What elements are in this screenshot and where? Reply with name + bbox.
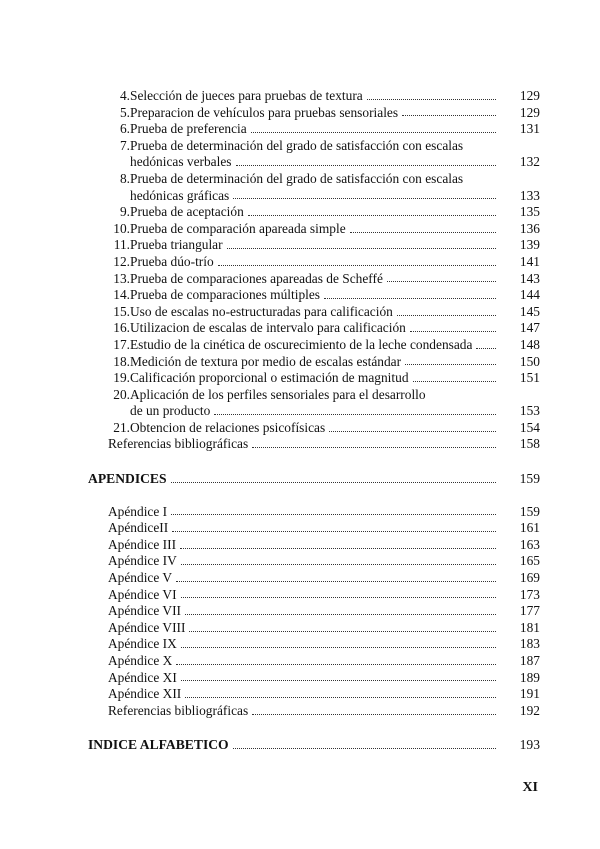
entry-number: 10. xyxy=(113,220,130,236)
entry-title: Apéndice IX xyxy=(108,636,177,652)
toc-appendix-entry[interactable] xyxy=(88,620,540,637)
leader-dots xyxy=(185,697,496,698)
toc-entry-continuation[interactable] xyxy=(88,154,540,171)
leader-dots xyxy=(405,364,496,365)
toc-appendix-entry[interactable] xyxy=(88,703,540,720)
entry-title: Prueba triangular xyxy=(130,237,223,253)
entry-title: Apéndice X xyxy=(108,653,173,668)
leader-dots xyxy=(367,99,496,100)
leader-dots xyxy=(233,198,496,199)
toc-entry[interactable] xyxy=(88,221,540,238)
leader-dots xyxy=(181,647,496,648)
toc-entry[interactable] xyxy=(88,88,540,105)
entry-page: 131 xyxy=(519,121,540,137)
entry-number: 9. xyxy=(119,204,130,220)
entry-page: 192 xyxy=(519,702,540,718)
entry-page: 189 xyxy=(519,669,540,685)
entry-page: 187 xyxy=(519,653,540,668)
leader-dots xyxy=(387,281,496,282)
toc-entry[interactable] xyxy=(88,138,540,155)
entry-title: Apéndice XII xyxy=(108,686,182,702)
entry-title-cont: de un producto xyxy=(130,403,211,419)
entry-page: 147 xyxy=(519,320,540,336)
table-of-contents xyxy=(88,88,540,754)
toc-appendix-entry[interactable] xyxy=(88,504,540,521)
entry-page: 165 xyxy=(519,553,540,569)
entry-title: Apéndice XI xyxy=(108,669,177,685)
entry-title: Apéndice V xyxy=(108,570,173,586)
entry-title: Prueba de preferencia xyxy=(130,121,247,137)
entry-page: 169 xyxy=(519,570,540,586)
entry-title: Medición de textura por medio de escalas estándar xyxy=(130,353,402,369)
entry-title: Calificación proporcional o estimación de magnitud xyxy=(130,370,409,386)
entry-number: 14. xyxy=(113,287,130,303)
entry-title: Referencias bibliográficas xyxy=(108,702,249,718)
entry-number: 19. xyxy=(113,370,130,386)
entry-page: 136 xyxy=(519,220,540,236)
entry-title: Aplicación de los perfiles sensoriales para el desarrollo xyxy=(130,386,426,402)
leader-dots xyxy=(189,631,496,632)
entry-page: 183 xyxy=(519,636,540,652)
entry-title: ApéndiceII xyxy=(108,520,169,536)
leader-dots xyxy=(252,447,496,448)
entry-page: 158 xyxy=(519,436,540,452)
toc-entry[interactable] xyxy=(88,105,540,122)
entry-number: 4. xyxy=(119,88,130,103)
toc-appendix-entry[interactable] xyxy=(88,553,540,570)
toc-entry-continuation[interactable] xyxy=(88,403,540,420)
entry-number: 15. xyxy=(113,303,130,319)
entry-title: Prueba de comparación apareada simple xyxy=(130,220,346,236)
leader-dots xyxy=(227,248,496,249)
entry-title: Prueba de comparaciones apareadas de Scheffé xyxy=(130,270,383,286)
entry-page: 133 xyxy=(519,187,540,203)
toc-entry[interactable] xyxy=(88,121,540,138)
toc-appendix-entry[interactable] xyxy=(88,636,540,653)
heading-page: 193 xyxy=(519,737,540,753)
leader-dots xyxy=(172,531,496,532)
entry-page: 145 xyxy=(519,303,540,319)
leader-dots xyxy=(214,414,496,415)
leader-dots xyxy=(218,265,496,266)
entry-page: 153 xyxy=(519,403,540,419)
toc-heading-indice[interactable] xyxy=(88,737,540,754)
leader-dots xyxy=(236,165,496,166)
leader-dots xyxy=(171,482,496,483)
leader-dots xyxy=(413,381,496,382)
toc-entry[interactable] xyxy=(88,387,540,404)
toc-entry[interactable] xyxy=(88,370,540,387)
entry-number: 8. xyxy=(119,170,130,186)
entry-page: 191 xyxy=(519,686,540,702)
leader-dots xyxy=(233,748,496,749)
leader-dots xyxy=(329,431,496,432)
toc-entry[interactable] xyxy=(88,287,540,304)
entry-title: Prueba de aceptación xyxy=(130,204,244,220)
entry-page: 151 xyxy=(519,370,540,386)
entry-page: 161 xyxy=(519,520,540,536)
toc-appendix-entry[interactable] xyxy=(88,653,540,670)
heading-title: INDICE ALFABETICO xyxy=(88,737,229,753)
entry-title: Prueba de determinación del grado de satisfacción con escalas xyxy=(130,170,464,186)
toc-entry[interactable] xyxy=(88,304,540,321)
entry-title: Prueba de comparaciones múltiples xyxy=(130,287,321,303)
entry-number: 21. xyxy=(113,419,130,435)
entry-number: 18. xyxy=(113,353,130,369)
heading-page: 159 xyxy=(519,471,540,487)
entry-page: 143 xyxy=(519,270,540,286)
entry-number: 5. xyxy=(119,104,130,120)
toc-appendix-entry[interactable] xyxy=(88,670,540,687)
leader-dots xyxy=(181,597,496,598)
page-number: XI xyxy=(522,780,538,795)
leader-dots xyxy=(181,680,496,681)
toc-entry[interactable] xyxy=(88,171,540,188)
heading-title: APENDICES xyxy=(88,471,167,487)
toc-appendix-entry[interactable] xyxy=(88,537,540,554)
leader-dots xyxy=(476,348,496,349)
entry-page: 135 xyxy=(519,204,540,220)
entry-title: Prueba de determinación del grado de satisfacción con escalas xyxy=(130,137,464,153)
leader-dots xyxy=(252,714,496,715)
entry-number: 7. xyxy=(119,137,130,153)
entry-title: Apéndice VI xyxy=(108,586,177,602)
toc-entry[interactable] xyxy=(88,254,540,271)
entry-number: 6. xyxy=(119,121,130,137)
toc-entry[interactable] xyxy=(88,337,540,354)
leader-dots xyxy=(402,115,496,116)
entry-title: Preparacion de vehículos para pruebas sensoriales xyxy=(130,104,399,120)
entry-title: Apéndice I xyxy=(108,503,168,519)
entry-page: 148 xyxy=(519,336,540,352)
entry-title: Selección de jueces para pruebas de textura xyxy=(130,88,363,103)
entry-title: Apéndice III xyxy=(108,536,177,552)
entry-title: Utilizacion de escalas de intervalo para calificación xyxy=(130,320,406,336)
toc-appendix-entry[interactable] xyxy=(88,570,540,587)
entry-title: Apéndice VII xyxy=(108,603,182,619)
toc-appendix-entry[interactable] xyxy=(88,520,540,537)
entry-title: Apéndice VIII xyxy=(108,619,186,635)
toc-entry[interactable] xyxy=(88,320,540,337)
toc-entry[interactable] xyxy=(88,354,540,371)
entry-page: 150 xyxy=(519,353,540,369)
leader-dots xyxy=(397,315,496,316)
toc-appendix-entry[interactable] xyxy=(88,603,540,620)
leader-dots xyxy=(180,548,496,549)
leader-dots xyxy=(251,132,496,133)
leader-dots xyxy=(248,215,496,216)
leader-dots xyxy=(171,514,496,515)
entry-page: 159 xyxy=(519,503,540,519)
entry-number: 17. xyxy=(113,336,130,352)
entry-page: 144 xyxy=(519,287,540,303)
toc-entry[interactable] xyxy=(88,420,540,437)
toc-appendix-entry[interactable] xyxy=(88,587,540,604)
entry-page: 141 xyxy=(519,253,540,269)
toc-entry[interactable] xyxy=(88,271,540,288)
entry-page: 132 xyxy=(519,154,540,170)
entry-number: 12. xyxy=(113,253,130,269)
toc-appendix-entry[interactable] xyxy=(88,686,540,703)
entry-number: 20. xyxy=(113,386,130,402)
leader-dots xyxy=(410,331,496,332)
entry-title: Uso de escalas no-estructuradas para calificación xyxy=(130,303,393,319)
entry-page: 163 xyxy=(519,536,540,552)
entry-page: 129 xyxy=(519,104,540,120)
entry-page: 177 xyxy=(519,603,540,619)
entry-title: Estudio de la cinética de oscurecimiento de la leche condensada xyxy=(130,336,473,352)
leader-dots xyxy=(176,664,496,665)
entry-number: 16. xyxy=(113,320,130,336)
entry-title: Referencias bibliográficas xyxy=(108,436,249,452)
entry-page: 173 xyxy=(519,586,540,602)
entry-title: Apéndice IV xyxy=(108,553,177,569)
toc-entry[interactable] xyxy=(88,204,540,221)
entry-title-cont: hedónicas gráficas xyxy=(130,187,230,203)
leader-dots xyxy=(350,232,496,233)
leader-dots xyxy=(185,614,496,615)
entry-page: 154 xyxy=(519,419,540,435)
entry-number: 13. xyxy=(113,270,130,286)
toc-entry[interactable] xyxy=(88,237,540,254)
leader-dots xyxy=(181,564,496,565)
entry-title: Prueba dúo-trío xyxy=(130,253,214,269)
entry-page: 181 xyxy=(519,619,540,635)
toc-entry-continuation[interactable] xyxy=(88,188,540,205)
entry-title-cont: hedónicas verbales xyxy=(130,154,232,170)
leader-dots xyxy=(176,581,496,582)
leader-dots xyxy=(324,298,496,299)
toc-heading-apendices[interactable] xyxy=(88,471,540,488)
entry-title: Obtencion de relaciones psicofísicas xyxy=(130,419,326,435)
entry-number: 11. xyxy=(113,237,130,253)
toc-entry-references[interactable] xyxy=(88,436,540,453)
entry-page: 129 xyxy=(519,88,540,103)
entry-page: 139 xyxy=(519,237,540,253)
